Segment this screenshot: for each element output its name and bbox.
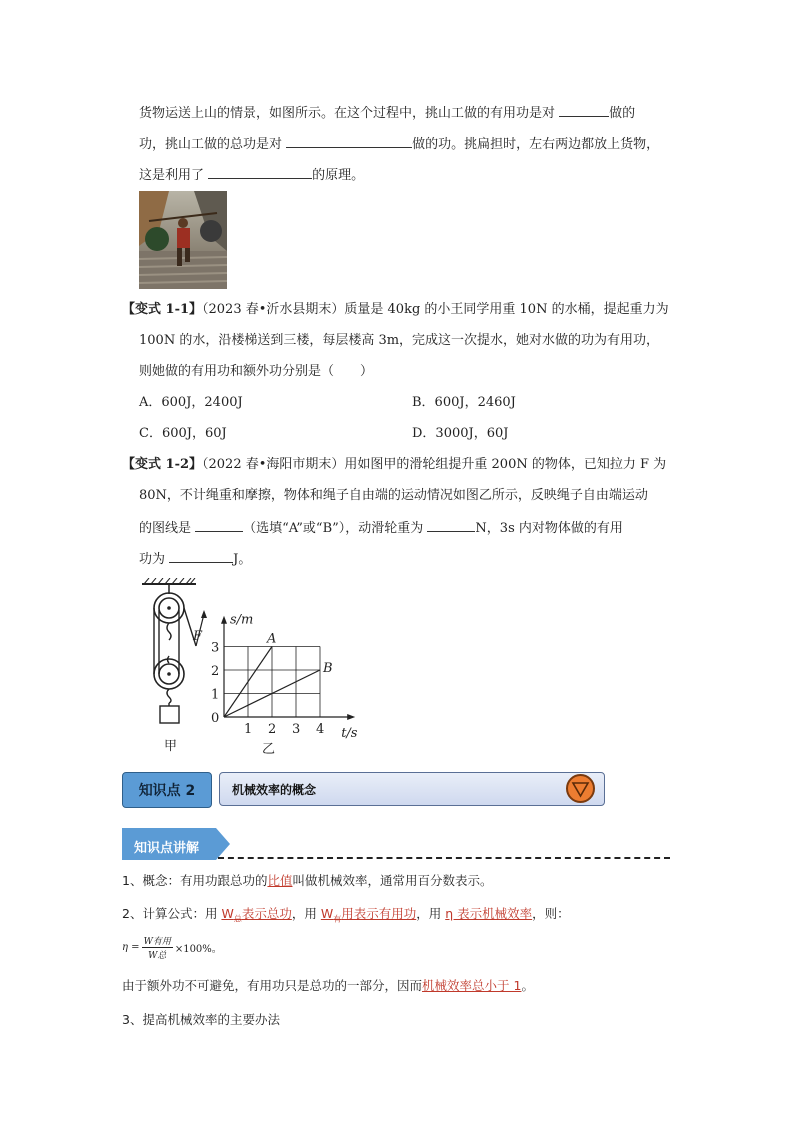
x-axis-arrow — [347, 714, 355, 720]
total-work-symbol: W — [221, 906, 234, 921]
total-work-highlight — [221, 906, 292, 924]
porter-photo — [139, 191, 227, 289]
efficiency-highlight: η 表示机械效率 — [445, 906, 533, 921]
total-work-text: 表示总功 — [241, 906, 292, 921]
q-line2-text: 功，挑山工做的总功是对 — [139, 137, 283, 152]
content-line-2 — [122, 905, 570, 929]
force-label: F — [193, 629, 203, 644]
variant-1-1-text-1: （2023 春•沂水县期末）质量是 40kg 的小王同学用重 10N 的水桶，提起重力为 — [202, 302, 669, 317]
series-label-a: A — [267, 631, 277, 647]
content-line-3 — [122, 977, 534, 995]
formula-tail: ×100%。 — [174, 943, 222, 955]
q-line1-text: 货物运送上山的情景，如图所示。在这个过程中，挑山工做的有用功是对 — [139, 106, 556, 121]
content-line-1 — [122, 872, 493, 890]
option-a-text: A．600J，2400J — [139, 395, 243, 410]
s-t-graph — [204, 610, 369, 756]
variant-1-2-text-3b: （选填“A”或“B”），动滑轮重为 — [243, 521, 424, 536]
useful-work-highlight — [320, 906, 417, 924]
concept-highlight: 比值 — [267, 873, 293, 888]
variant-1-1-line-1 — [122, 301, 669, 319]
answer-blank — [427, 518, 475, 532]
knowledge-point-title: 机械效率的概念 — [232, 782, 317, 797]
knowledge-point-badge — [122, 772, 212, 808]
formula-sep-2: ，用 — [416, 906, 442, 921]
concept-text-b: 叫做机械效率，通常用百分数表示。 — [292, 873, 493, 888]
content-line-4 — [122, 1011, 280, 1029]
conclusion-text-b: 。 — [521, 978, 534, 993]
conclusion-text-a: 由于额外功不可避免，有用功只是总功的一部分，因而 — [122, 978, 423, 993]
answer-blank — [169, 549, 233, 563]
option-d-text: D．3000J，60J — [412, 426, 509, 441]
formula-intro: 2、计算公式：用 — [122, 906, 218, 921]
variant-1-2-line-3 — [139, 518, 623, 538]
formula-fraction — [142, 934, 173, 961]
option-c — [139, 425, 227, 443]
answer-blank — [208, 165, 312, 179]
knowledge-point-title-bar — [219, 772, 605, 806]
pulley-diagram — [132, 578, 214, 756]
knowledge-point-label: 知识点 2 — [138, 783, 196, 799]
total-work-sub: 总 — [233, 914, 242, 924]
option-d — [412, 425, 508, 443]
variant-1-1-label: 【变式 1-1】 — [122, 302, 203, 317]
efficiency-formula — [122, 930, 222, 964]
x-axis-label: t/s — [341, 726, 358, 741]
formula-end: ，则： — [532, 906, 570, 921]
variant-1-2-line-2 — [139, 487, 648, 505]
useful-work-sub: 有 — [333, 914, 342, 924]
formula-denominator: W总 — [148, 950, 167, 961]
q-line3-text: 这是利用了 — [139, 168, 205, 183]
pulley-caption: 甲 — [164, 739, 178, 754]
question-line-1 — [139, 103, 635, 123]
variant-1-2-label: 【变式 1-2】 — [122, 457, 203, 472]
variant-1-1-text-3: 则她做的有用功和额外功分别是（ ） — [139, 364, 374, 379]
section-divider — [218, 857, 670, 859]
formula-sep-1: ，用 — [291, 906, 317, 921]
conclusion-highlight: 机械效率总小于 1 — [422, 978, 522, 993]
collapse-toggle[interactable] — [566, 774, 595, 803]
option-b — [412, 394, 516, 412]
q-line3-end: 的原理。 — [312, 168, 365, 183]
variant-1-2-text-1: （2022 春•海阳市期末）用如图甲的滑轮组提升重 200N 的物体，已知拉力 F 为 — [202, 457, 667, 472]
x-tick-label: 1 — [244, 722, 253, 737]
variant-1-1-text-2: 100N 的水，沿楼梯送到三楼，每层楼高 3m，完成这一次提水，她对水做的功为有用功， — [139, 333, 660, 348]
variant-1-2-text-4b: J。 — [233, 552, 252, 567]
series-label-b: B — [323, 661, 333, 676]
concept-text-a: 1、概念：有用功跟总功的 — [122, 873, 268, 888]
answer-blank — [195, 518, 243, 532]
variant-1-2-line-1 — [122, 456, 666, 474]
y-axis-label: s/m — [230, 612, 254, 628]
useful-work-symbol: W — [320, 906, 334, 921]
variant-1-2-text-3a: 的图线是 — [139, 521, 192, 536]
useful-work-text: 用表示有用功 — [341, 906, 417, 921]
answer-blank — [559, 103, 609, 117]
answer-blank — [286, 134, 412, 148]
formula-numerator: W有用 — [142, 934, 173, 948]
variant-1-2-text-2: 80N，不计绳重和摩擦，物体和绳子自由端的运动情况如图乙所示，反映绳子自由端运动 — [139, 488, 648, 503]
y-tick-label: 3 — [211, 640, 220, 656]
question-line-2 — [139, 134, 659, 154]
x-tick-label: 3 — [292, 722, 301, 737]
option-c-text: C．600J，60J — [139, 426, 227, 441]
triangle-down-icon — [568, 776, 593, 801]
q-line1-end: 做的 — [609, 106, 636, 121]
variant-1-1-line-3 — [139, 363, 373, 381]
question-line-3 — [139, 165, 364, 185]
variant-1-2-text-3c: N，3s 内对物体做的有用 — [475, 521, 623, 536]
option-b-text: B．600J，2460J — [412, 395, 516, 410]
x-tick-label: 2 — [268, 722, 277, 737]
option-a — [139, 394, 243, 412]
graph-caption: 乙 — [262, 742, 276, 756]
y-tick-label: 2 — [211, 664, 220, 679]
variant-1-2-line-4 — [139, 549, 251, 569]
y-axis-arrow — [221, 616, 227, 624]
origin-label: 0 — [211, 711, 220, 726]
y-tick-label: 1 — [211, 687, 220, 703]
variant-1-1-line-2 — [139, 332, 659, 350]
formula-eta: η = — [122, 941, 140, 953]
improve-heading: 3、提高机械效率的主要办法 — [122, 1012, 280, 1027]
q-line2-end: 做的功。挑扁担时，左右两边都放上货物， — [412, 137, 660, 152]
x-tick-label: 4 — [316, 722, 325, 737]
section-tag-label: 知识点讲解 — [134, 841, 200, 856]
variant-1-2-text-4a: 功为 — [139, 552, 166, 567]
